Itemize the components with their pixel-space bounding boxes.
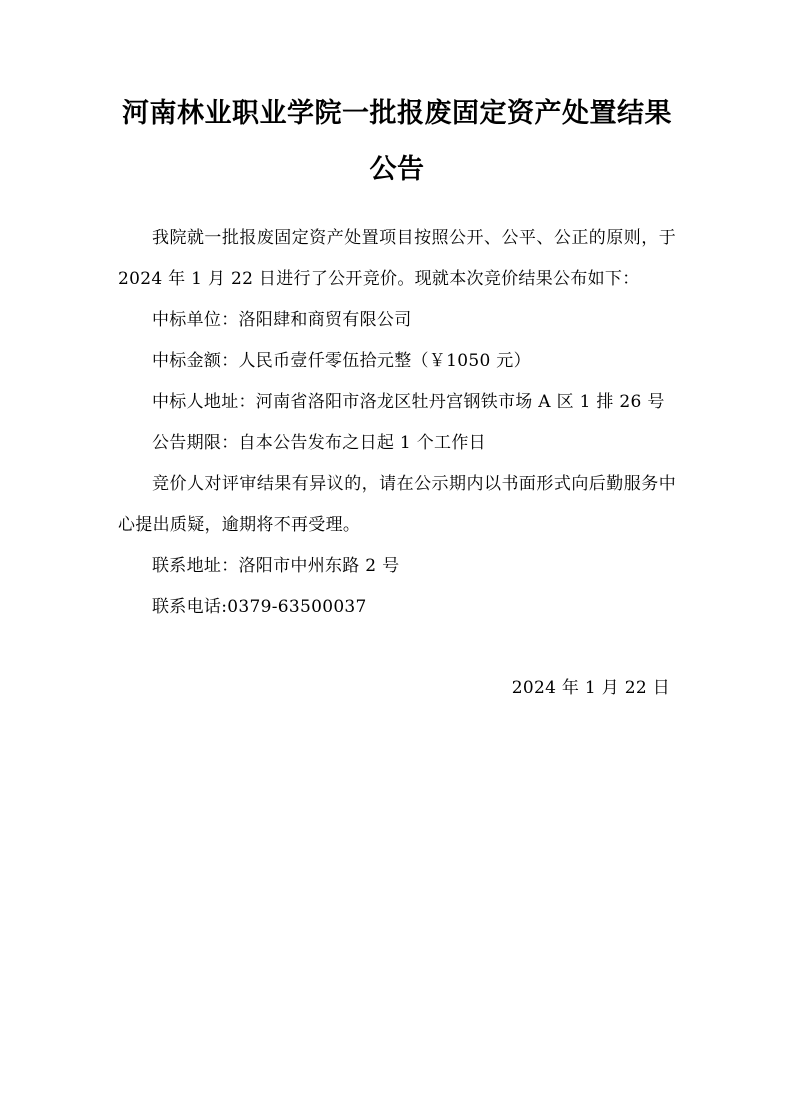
- paragraph-intro: 我院就一批报废固定资产处置项目按照公开、公平、公正的原则，于 2024 年 1 月 22 日进行了公开竞价。现就本次竞价结果公布如下：: [118, 228, 676, 289]
- document-body: [118, 218, 676, 628]
- paragraph-contact-address: 联系地址：洛阳市中州东路 2 号: [152, 556, 400, 576]
- paragraph-winner-address: 中标人地址：河南省洛阳市洛龙区牡丹宫钢铁市场 A 区 1 排 26 号: [152, 392, 665, 412]
- paragraph-contact-phone: 联系电话:0379-63500037: [152, 597, 367, 617]
- paragraph-announcement-period: 公告期限：自本公告发布之日起 1 个工作日: [152, 433, 486, 453]
- document-date: 2024 年 1 月 22 日: [511, 678, 670, 698]
- page-title: 河南林业职业学院一批报废固定资产处置结果公告: [122, 98, 672, 185]
- paragraph-objection-notice: 竞价人对评审结果有异议的，请在公示期内以书面形式向后勤服务中心提出质疑，逾期将不再受理。: [118, 474, 676, 535]
- paragraph-winning-amount: 中标金额：人民币壹仟零伍拾元整（￥1050 元）: [152, 351, 531, 371]
- paragraph-winning-company: 中标单位：洛阳肆和商贸有限公司: [152, 310, 412, 330]
